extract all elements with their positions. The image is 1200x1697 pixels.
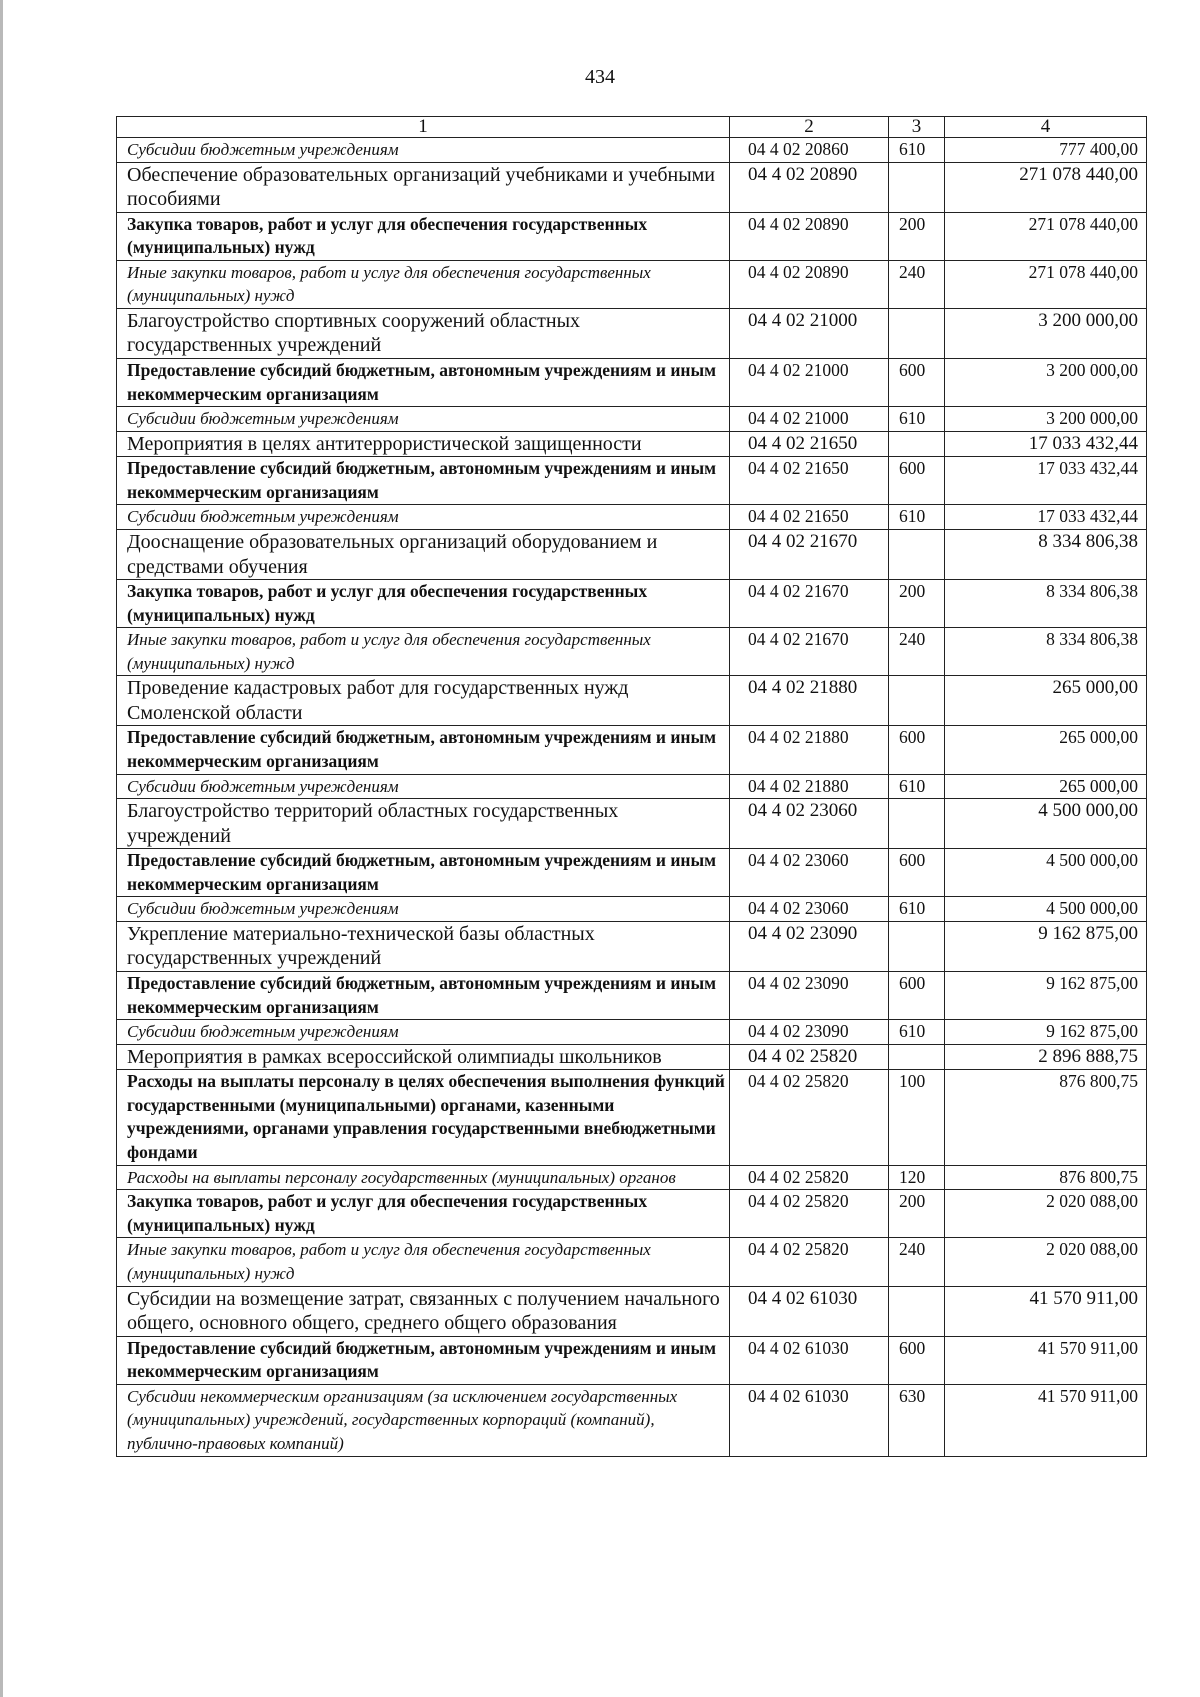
row-amount: 8 334 806,38 bbox=[945, 628, 1147, 676]
row-code: 04 4 02 61030 bbox=[730, 1384, 889, 1456]
row-name: Предоставление субсидий бюджетным, автономным учреждениям и иным некоммерческим организациям bbox=[117, 971, 730, 1019]
header-col-code: 2 bbox=[730, 117, 889, 138]
row-name: Иные закупки товаров, работ и услуг для обеспечения государственных (муниципальных) нужд bbox=[117, 260, 730, 308]
row-type: 240 bbox=[889, 260, 945, 308]
row-name: Субсидии бюджетным учреждениям bbox=[117, 138, 730, 163]
row-code: 04 4 02 21880 bbox=[730, 774, 889, 799]
table-row bbox=[117, 530, 1147, 580]
table-row bbox=[117, 505, 1147, 530]
row-amount: 271 078 440,00 bbox=[945, 162, 1147, 212]
row-code: 04 4 02 23090 bbox=[730, 1020, 889, 1045]
row-amount: 8 334 806,38 bbox=[945, 530, 1147, 580]
row-code: 04 4 02 61030 bbox=[730, 1286, 889, 1336]
row-type bbox=[889, 162, 945, 212]
row-type bbox=[889, 799, 945, 849]
table-header-row bbox=[117, 117, 1147, 138]
row-type bbox=[889, 530, 945, 580]
row-code: 04 4 02 21650 bbox=[730, 431, 889, 457]
row-code: 04 4 02 21880 bbox=[730, 726, 889, 774]
row-name: Проведение кадастровых работ для государственных нужд Смоленской области bbox=[117, 676, 730, 726]
table-row bbox=[117, 628, 1147, 676]
table-row bbox=[117, 1044, 1147, 1070]
table-row bbox=[117, 358, 1147, 406]
table-row bbox=[117, 457, 1147, 505]
row-name: Иные закупки товаров, работ и услуг для обеспечения государственных (муниципальных) нужд bbox=[117, 628, 730, 676]
row-type: 600 bbox=[889, 726, 945, 774]
table-row bbox=[117, 676, 1147, 726]
row-amount: 2 020 088,00 bbox=[945, 1190, 1147, 1238]
table-row bbox=[117, 726, 1147, 774]
row-type: 610 bbox=[889, 138, 945, 163]
table-row bbox=[117, 774, 1147, 799]
row-code: 04 4 02 21000 bbox=[730, 358, 889, 406]
table-row bbox=[117, 921, 1147, 971]
row-name: Субсидии бюджетным учреждениям bbox=[117, 897, 730, 922]
row-code: 04 4 02 25820 bbox=[730, 1070, 889, 1165]
row-amount: 2 020 088,00 bbox=[945, 1238, 1147, 1286]
row-amount: 3 200 000,00 bbox=[945, 308, 1147, 358]
table-row bbox=[117, 971, 1147, 1019]
row-name: Укрепление материально-технической базы областных государственных учреждений bbox=[117, 921, 730, 971]
row-name: Мероприятия в рамках всероссийской олимпиады школьников bbox=[117, 1044, 730, 1070]
table-row bbox=[117, 308, 1147, 358]
row-amount: 271 078 440,00 bbox=[945, 212, 1147, 260]
row-name: Субсидии некоммерческим организациям (за исключением государственных (муниципальных) учреждений, государственных корпораций (компаний), публично-правовых компаний) bbox=[117, 1384, 730, 1456]
row-code: 04 4 02 23060 bbox=[730, 849, 889, 897]
row-amount: 8 334 806,38 bbox=[945, 580, 1147, 628]
row-name: Предоставление субсидий бюджетным, автономным учреждениям и иным некоммерческим организациям bbox=[117, 726, 730, 774]
row-code: 04 4 02 21670 bbox=[730, 580, 889, 628]
table-row bbox=[117, 897, 1147, 922]
row-amount: 271 078 440,00 bbox=[945, 260, 1147, 308]
row-name: Закупка товаров, работ и услуг для обеспечения государственных (муниципальных) нужд bbox=[117, 580, 730, 628]
row-code: 04 4 02 21880 bbox=[730, 676, 889, 726]
row-type: 240 bbox=[889, 628, 945, 676]
row-amount: 2 896 888,75 bbox=[945, 1044, 1147, 1070]
row-type: 120 bbox=[889, 1165, 945, 1190]
table-row bbox=[117, 1020, 1147, 1045]
table-row bbox=[117, 407, 1147, 432]
table-row bbox=[117, 1384, 1147, 1456]
row-name: Благоустройство спортивных сооружений областных государственных учреждений bbox=[117, 308, 730, 358]
header-col-amount: 4 bbox=[945, 117, 1147, 138]
row-name: Субсидии бюджетным учреждениям bbox=[117, 407, 730, 432]
row-name: Закупка товаров, работ и услуг для обеспечения государственных (муниципальных) нужд bbox=[117, 1190, 730, 1238]
row-type: 100 bbox=[889, 1070, 945, 1165]
row-amount: 3 200 000,00 bbox=[945, 358, 1147, 406]
row-type: 600 bbox=[889, 1336, 945, 1384]
row-type bbox=[889, 431, 945, 457]
table-row bbox=[117, 1190, 1147, 1238]
row-name: Субсидии бюджетным учреждениям bbox=[117, 505, 730, 530]
row-code: 04 4 02 20890 bbox=[730, 162, 889, 212]
row-code: 04 4 02 21650 bbox=[730, 457, 889, 505]
row-name: Благоустройство территорий областных государственных учреждений bbox=[117, 799, 730, 849]
row-name: Предоставление субсидий бюджетным, автономным учреждениям и иным некоммерческим организациям bbox=[117, 358, 730, 406]
row-type bbox=[889, 308, 945, 358]
row-amount: 265 000,00 bbox=[945, 726, 1147, 774]
row-amount: 4 500 000,00 bbox=[945, 849, 1147, 897]
row-name: Субсидии бюджетным учреждениям bbox=[117, 1020, 730, 1045]
table-row bbox=[117, 1286, 1147, 1336]
row-type: 610 bbox=[889, 1020, 945, 1045]
row-name: Предоставление субсидий бюджетным, автономным учреждениям и иным некоммерческим организациям bbox=[117, 849, 730, 897]
table-row bbox=[117, 1336, 1147, 1384]
row-type bbox=[889, 1286, 945, 1336]
row-amount: 9 162 875,00 bbox=[945, 1020, 1147, 1045]
row-amount: 17 033 432,44 bbox=[945, 431, 1147, 457]
row-code: 04 4 02 21670 bbox=[730, 628, 889, 676]
row-type: 600 bbox=[889, 457, 945, 505]
row-code: 04 4 02 23090 bbox=[730, 921, 889, 971]
row-amount: 4 500 000,00 bbox=[945, 799, 1147, 849]
row-amount: 4 500 000,00 bbox=[945, 897, 1147, 922]
row-code: 04 4 02 23060 bbox=[730, 799, 889, 849]
row-amount: 41 570 911,00 bbox=[945, 1286, 1147, 1336]
header-col-type: 3 bbox=[889, 117, 945, 138]
row-code: 04 4 02 20860 bbox=[730, 138, 889, 163]
row-code: 04 4 02 21670 bbox=[730, 530, 889, 580]
row-code: 04 4 02 21000 bbox=[730, 407, 889, 432]
row-type: 630 bbox=[889, 1384, 945, 1456]
table-row bbox=[117, 260, 1147, 308]
row-code: 04 4 02 25820 bbox=[730, 1190, 889, 1238]
row-type: 240 bbox=[889, 1238, 945, 1286]
table-row bbox=[117, 1070, 1147, 1165]
row-name: Субсидии на возмещение затрат, связанных с получением начального общего, основного общего, среднего общего образования bbox=[117, 1286, 730, 1336]
row-amount: 265 000,00 bbox=[945, 774, 1147, 799]
row-code: 04 4 02 23060 bbox=[730, 897, 889, 922]
row-type: 610 bbox=[889, 774, 945, 799]
row-name: Дооснащение образовательных организаций оборудованием и средствами обучения bbox=[117, 530, 730, 580]
scan-left-edge bbox=[0, 0, 3, 1697]
table-row bbox=[117, 162, 1147, 212]
row-amount: 41 570 911,00 bbox=[945, 1384, 1147, 1456]
row-amount: 876 800,75 bbox=[945, 1070, 1147, 1165]
row-type: 600 bbox=[889, 358, 945, 406]
row-amount: 777 400,00 bbox=[945, 138, 1147, 163]
row-name: Закупка товаров, работ и услуг для обеспечения государственных (муниципальных) нужд bbox=[117, 212, 730, 260]
row-type: 200 bbox=[889, 212, 945, 260]
row-type bbox=[889, 1044, 945, 1070]
table-row bbox=[117, 1238, 1147, 1286]
row-amount: 9 162 875,00 bbox=[945, 971, 1147, 1019]
row-name: Расходы на выплаты персоналу в целях обеспечения выполнения функций государственными (муниципальными) органами, казенными учреждениями, органами управления государственными внебюджетными фондами bbox=[117, 1070, 730, 1165]
budget-table bbox=[116, 116, 1147, 1457]
table-row bbox=[117, 580, 1147, 628]
row-amount: 17 033 432,44 bbox=[945, 457, 1147, 505]
row-name: Обеспечение образовательных организаций учебниками и учебными пособиями bbox=[117, 162, 730, 212]
row-code: 04 4 02 20890 bbox=[730, 260, 889, 308]
row-amount: 17 033 432,44 bbox=[945, 505, 1147, 530]
row-type: 610 bbox=[889, 407, 945, 432]
row-type: 610 bbox=[889, 505, 945, 530]
row-type: 610 bbox=[889, 897, 945, 922]
row-type: 200 bbox=[889, 1190, 945, 1238]
row-name: Предоставление субсидий бюджетным, автономным учреждениям и иным некоммерческим организациям bbox=[117, 457, 730, 505]
page-number: 434 bbox=[585, 66, 615, 88]
table-row bbox=[117, 212, 1147, 260]
row-code: 04 4 02 25820 bbox=[730, 1238, 889, 1286]
row-code: 04 4 02 20890 bbox=[730, 212, 889, 260]
row-type: 200 bbox=[889, 580, 945, 628]
row-name: Расходы на выплаты персоналу государственных (муниципальных) органов bbox=[117, 1165, 730, 1190]
row-name: Предоставление субсидий бюджетным, автономным учреждениям и иным некоммерческим организациям bbox=[117, 1336, 730, 1384]
row-type: 600 bbox=[889, 971, 945, 1019]
table-row bbox=[117, 1165, 1147, 1190]
row-code: 04 4 02 21000 bbox=[730, 308, 889, 358]
row-name: Мероприятия в целях антитеррористической защищенности bbox=[117, 431, 730, 457]
row-code: 04 4 02 25820 bbox=[730, 1165, 889, 1190]
row-amount: 41 570 911,00 bbox=[945, 1336, 1147, 1384]
header-col-name: 1 bbox=[117, 117, 730, 138]
row-name: Субсидии бюджетным учреждениям bbox=[117, 774, 730, 799]
row-type bbox=[889, 921, 945, 971]
table-body bbox=[117, 138, 1147, 1457]
row-name: Иные закупки товаров, работ и услуг для обеспечения государственных (муниципальных) нужд bbox=[117, 1238, 730, 1286]
row-amount: 876 800,75 bbox=[945, 1165, 1147, 1190]
row-code: 04 4 02 23090 bbox=[730, 971, 889, 1019]
row-code: 04 4 02 25820 bbox=[730, 1044, 889, 1070]
row-amount: 9 162 875,00 bbox=[945, 921, 1147, 971]
table-row bbox=[117, 799, 1147, 849]
row-amount: 265 000,00 bbox=[945, 676, 1147, 726]
row-type: 600 bbox=[889, 849, 945, 897]
row-code: 04 4 02 61030 bbox=[730, 1336, 889, 1384]
row-amount: 3 200 000,00 bbox=[945, 407, 1147, 432]
table-row bbox=[117, 849, 1147, 897]
row-code: 04 4 02 21650 bbox=[730, 505, 889, 530]
row-type bbox=[889, 676, 945, 726]
table-row bbox=[117, 431, 1147, 457]
table-row bbox=[117, 138, 1147, 163]
